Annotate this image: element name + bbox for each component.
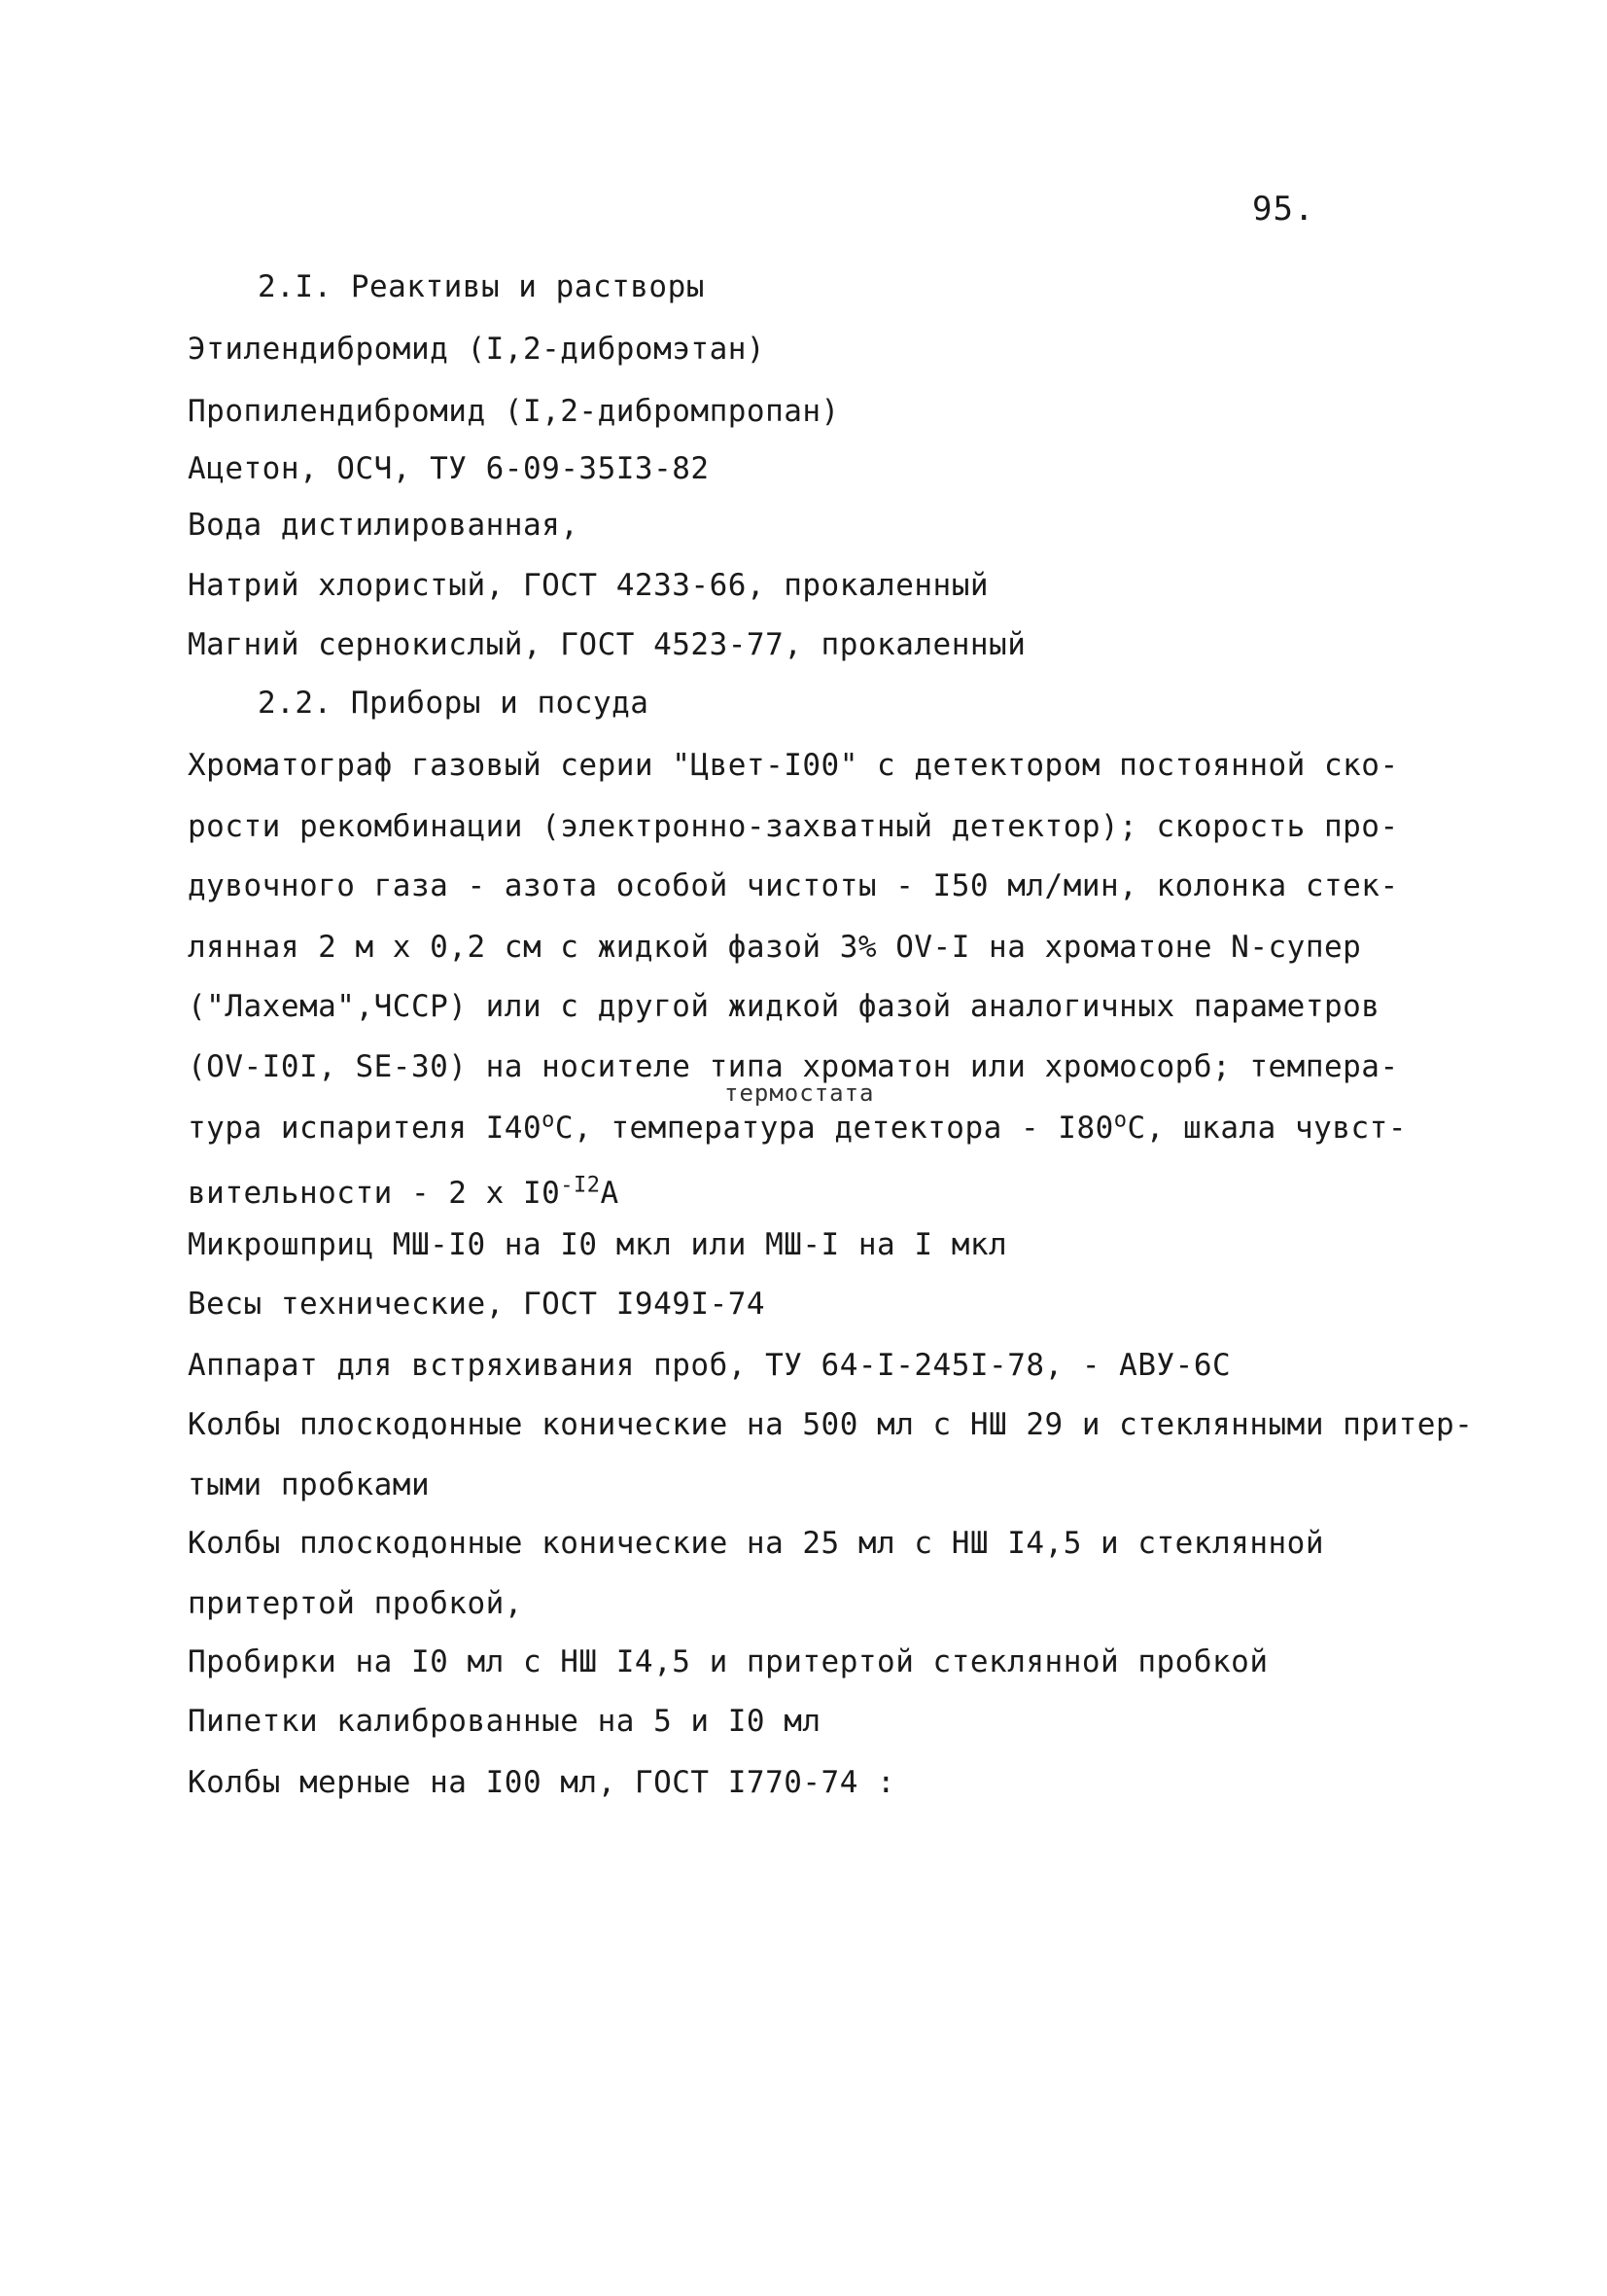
section-heading-reagents: 2.I. Реактивы и растворы <box>258 269 705 304</box>
chromatograph-text-line <box>188 1108 1407 1146</box>
text-segment: тура испарителя I40 <box>188 1111 542 1146</box>
reagent-item: Вода дистилированная, <box>188 508 579 543</box>
chromatograph-text-line: (OV-I0I, SE-30) на носителе типа хроматон или хромосорб; темпера- <box>188 1049 1399 1084</box>
chromatograph-text-line: Хроматограф газовый серии "Цвет-I00" с детектором постоянной ско- <box>188 748 1399 783</box>
chromatograph-text-line: дувочного газа - азота особой чистоты - I50 мл/мин, колонка стек- <box>188 868 1399 903</box>
reagent-item: Этилендибромид (I,2-дибромэтан) <box>188 332 766 367</box>
equipment-item: Колбы мерные на I00 мл, ГОСТ I770-74 : <box>188 1765 896 1800</box>
page-number: 95. <box>1252 190 1315 229</box>
reagent-item: Магний сернокислый, ГОСТ 4523-77, прокаленный <box>188 627 1027 662</box>
equipment-item: Колбы плоскодонные конические на 500 мл с НШ 29 и стеклянными притер- <box>188 1407 1474 1442</box>
degree-superscript: о <box>1113 1108 1128 1133</box>
equipment-item: Колбы плоскодонные конические на 25 мл с НШ I4,5 и стеклянной <box>188 1526 1324 1561</box>
chromatograph-text-line: ("Лахема",ЧССР) или с другой жидкой фазой аналогичных параметров <box>188 989 1380 1024</box>
chromatograph-text-line: рости рекомбинации (электронно-захватный детектор); скорость про- <box>188 809 1399 844</box>
equipment-item: Микрошприц МШ-I0 на I0 мкл или МШ-I на I мкл <box>188 1227 1008 1262</box>
degree-superscript: о <box>541 1108 555 1133</box>
reagent-item: Пропилендибромид (I,2-дибромпропан) <box>188 394 840 429</box>
chromatograph-text-line <box>188 1173 619 1211</box>
text-segment: вительности - 2 x I0 <box>188 1176 561 1211</box>
equipment-item: Пробирки на I0 мл с НШ I4,5 и притертой стеклянной пробкой <box>188 1644 1269 1679</box>
reagent-item: Натрий хлористый, ГОСТ 4233-66, прокаленный <box>188 568 990 603</box>
section-heading-equipment: 2.2. Приборы и посуда <box>258 686 649 721</box>
reagent-item: Ацетон, ОСЧ, ТУ 6-09-35I3-82 <box>188 451 710 486</box>
text-segment: А <box>600 1176 619 1211</box>
overstrike-handwritten-word: термостата <box>724 1079 875 1107</box>
equipment-item: тыми пробками <box>188 1467 431 1502</box>
equipment-item: Весы технические, ГОСТ I949I-74 <box>188 1287 766 1322</box>
equipment-item: Пипетки калиброванные на 5 и I0 мл <box>188 1704 821 1739</box>
text-segment: С, температура детектора - I80 <box>554 1111 1114 1146</box>
text-segment: С, шкала чувст- <box>1127 1111 1407 1146</box>
exponent-superscript: -I2 <box>560 1173 601 1198</box>
equipment-item: Аппарат для встряхивания проб, ТУ 64-I-245I-78, - АВУ-6С <box>188 1348 1232 1383</box>
equipment-item: притертой пробкой, <box>188 1586 523 1621</box>
chromatograph-text-line: лянная 2 м x 0,2 см с жидкой фазой 3% OV-I на хроматоне N-супер <box>188 930 1362 965</box>
